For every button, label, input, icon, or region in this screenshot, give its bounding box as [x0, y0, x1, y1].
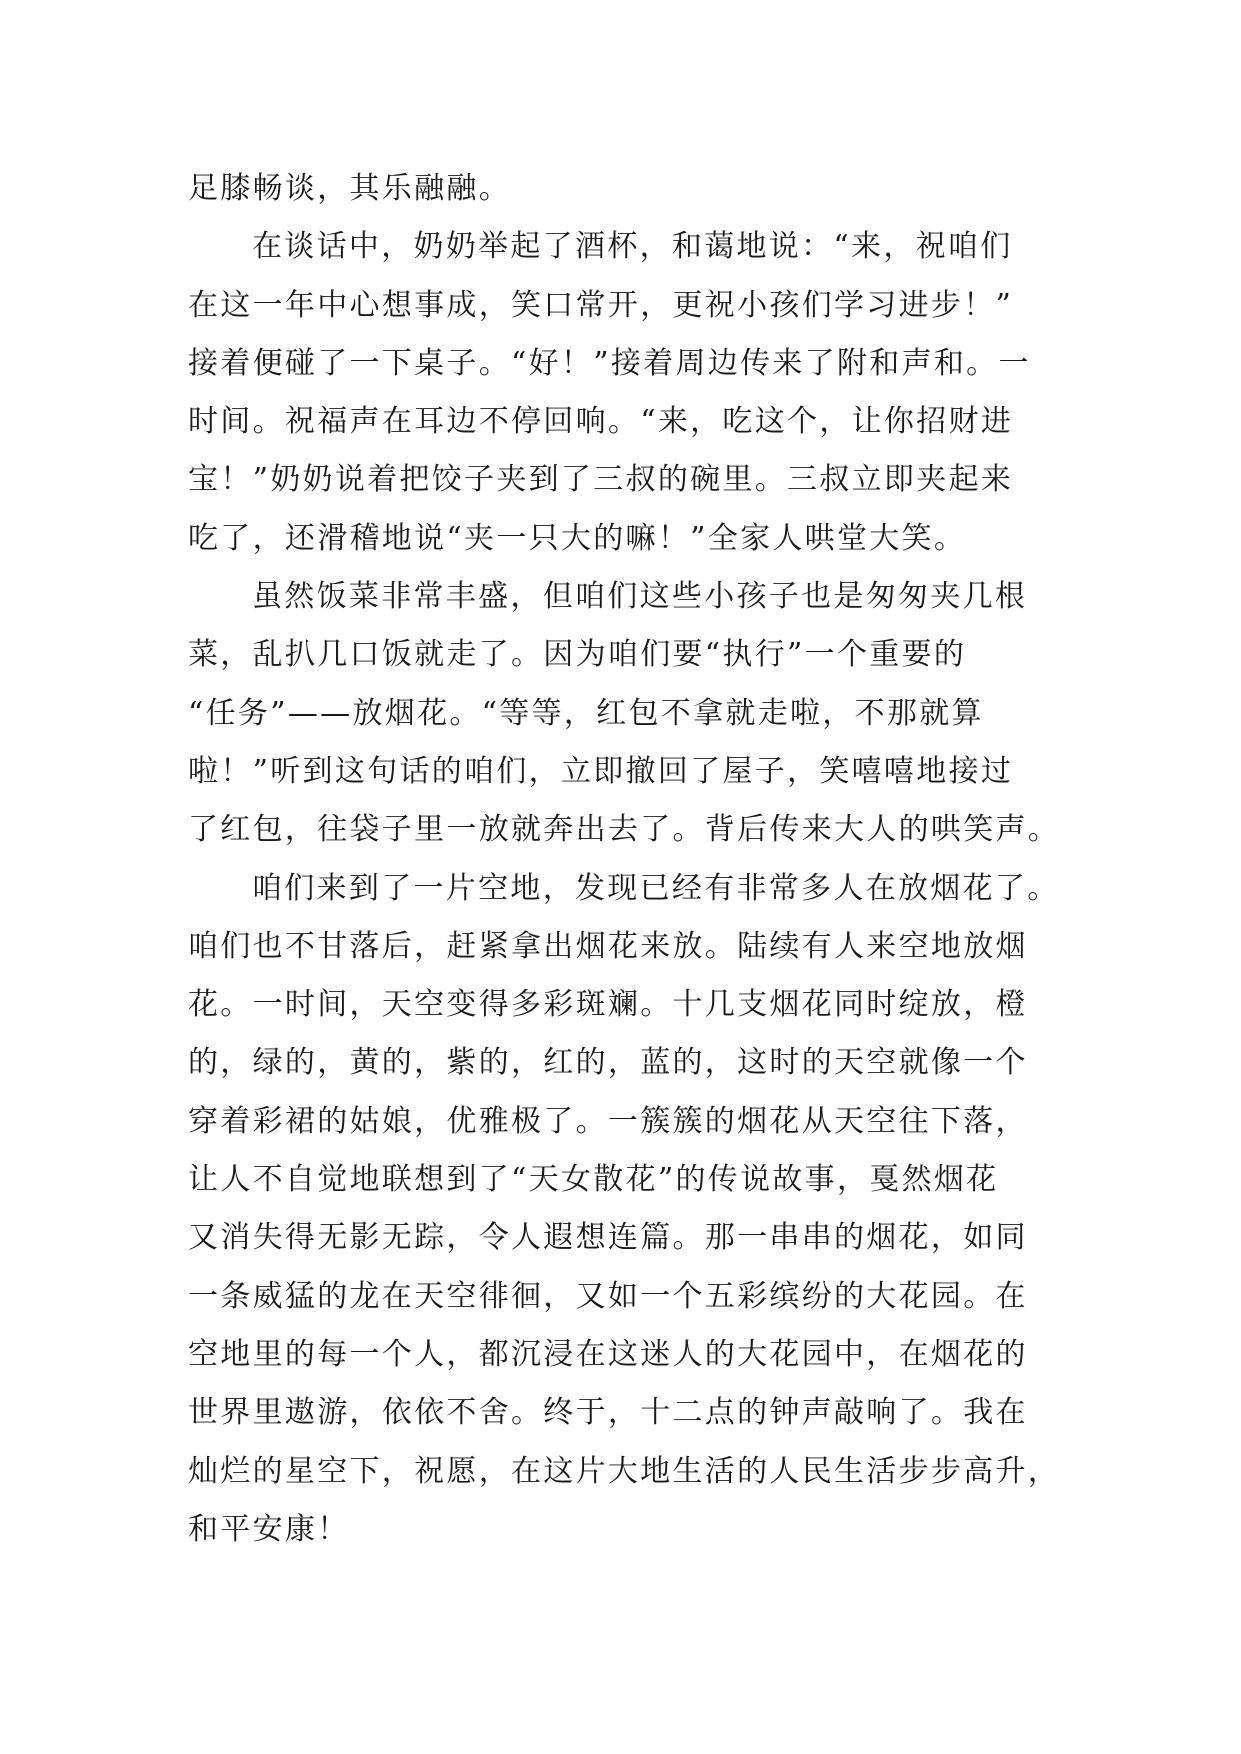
text-line: 在这一年中心想事成，笑口常开，更祝小孩们学习进步！”: [188, 287, 1014, 323]
text-line: 吃了，还滑稽地说“夹一只大的嘛！”全家人哄堂大笑。: [188, 520, 967, 556]
text-line: 足膝畅谈，其乐融融。: [188, 171, 511, 206]
text-line: 啦！”听到这句话的咱们，立即撤回了屋子，笑嘻嘻地接过: [188, 753, 1014, 789]
text-line: 的，绿的，黄的，紫的，红的，蓝的，这时的天空就像一个: [188, 1045, 1028, 1081]
text-line: 咱们也不甘落后，赶紧拿出烟花来放。陆续有人来空地放烟: [188, 928, 1028, 964]
text-line: 时间。祝福声在耳边不停回响。“来，吃这个，让你招财进: [188, 404, 1014, 440]
paragraph-first-line: 在谈话中，奶奶举起了酒杯，和蔼地说：“来，祝咱们: [252, 229, 1013, 265]
text-line: 宝！”奶奶说着把饺子夹到了三叔的碗里。三叔立即夹起来: [188, 462, 1014, 498]
document-body: [188, 160, 1068, 1559]
text-line: 灿烂的星空下，祝愿，在这片大地生活的人民生活步步高升，: [188, 1453, 1061, 1489]
text-line: 花。一时间，天空变得多彩斑斓。十几支烟花同时绽放，橙: [188, 987, 1028, 1023]
text-line: 了红包，往袋子里一放就奔出去了。背后传来大人的哄笑声。: [188, 812, 1061, 848]
text-line: 让人不自觉地联想到了“天女散花”的传说故事，戛然烟花: [188, 1162, 999, 1198]
text-line: 接着便碰了一下桌子。“好！”接着周边传来了附和声和。一: [188, 345, 1031, 381]
text-line: 穿着彩裙的姑娘，优雅极了。一簇簇的烟花从天空往下落，: [188, 1103, 1028, 1139]
text-line: 空地里的每一个人，都沉浸在这迷人的大花园中，在烟花的: [188, 1336, 1028, 1372]
text-line: 菜，乱扒几口饭就走了。因为咱们要“执行”一个重要的: [188, 637, 967, 673]
paragraph-first-line: 咱们来到了一片空地，发现已经有非常多人在放烟花了。: [252, 870, 1060, 906]
paragraph-first-line: 虽然饭菜非常丰盛，但咱们这些小孩子也是匆匆夹几根: [252, 579, 1028, 615]
text-line: “任务”——放烟花。“等等，红包不拿就走啦，不那就算: [188, 695, 984, 731]
text-line: 世界里遨游，依依不舍。终于，十二点的钟声敲响了。我在: [188, 1395, 1028, 1431]
text-line: 和平安康！: [188, 1511, 350, 1547]
text-line: 又消失得无影无踪，令人遐想连篇。那一串串的烟花，如同: [188, 1220, 1028, 1256]
text-line: 一条威猛的龙在天空徘徊，又如一个五彩缤纷的大花园。在: [188, 1278, 1028, 1314]
